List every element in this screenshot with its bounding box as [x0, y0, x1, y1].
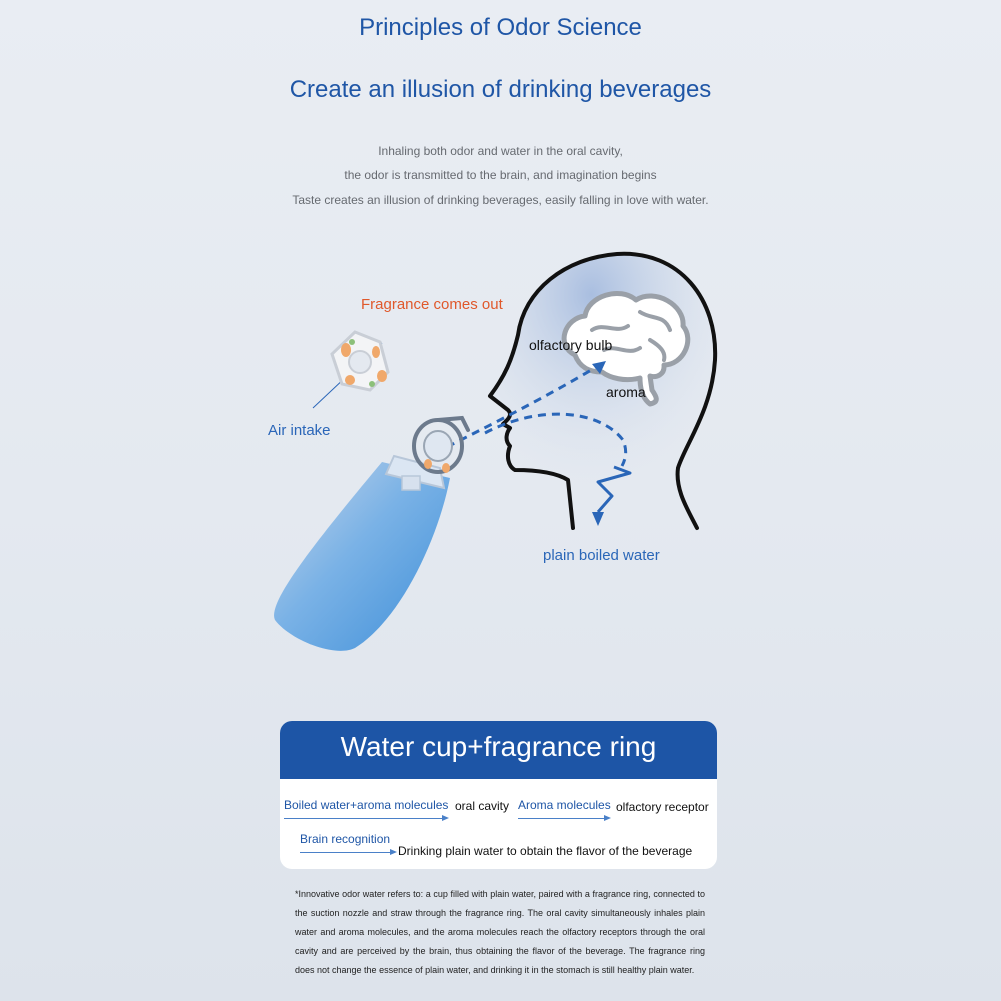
fragrance-label: Fragrance comes out: [361, 296, 503, 313]
intro-line-2: the odor is transmitted to the brain, and imagination begins: [344, 168, 657, 182]
flow-step-boiled-water: Boiled water+aroma molecules: [284, 798, 449, 812]
page-subtitle: Create an illusion of drinking beverages: [289, 76, 712, 103]
air-intake-label: Air intake: [268, 422, 331, 439]
info-card: [280, 721, 717, 869]
intro-line-3: Taste creates an illusion of drinking beverages, easily falling in love with water.: [292, 193, 709, 207]
aroma-label: aroma: [606, 384, 646, 400]
card-title: Water cup+fragrance ring: [340, 731, 657, 762]
flow-step-oral-cavity: oral cavity: [455, 799, 510, 813]
flow-step-aroma-molecules: Aroma molecules: [518, 798, 611, 812]
plain-water-label: plain boiled water: [543, 547, 660, 564]
flow-arrow-line: [300, 852, 392, 853]
flow-step-olfactory-receptor: olfactory receptor: [616, 800, 709, 814]
intro-line-1: Inhaling both odor and water in the oral cavity,: [378, 144, 623, 158]
olfactory-bulb-label: olfactory bulb: [529, 337, 613, 353]
flow-step-brain-recognition: Brain recognition: [300, 832, 391, 846]
flow-step-result: Drinking plain water to obtain the flavor of the beverage: [398, 844, 693, 858]
flow-arrow-line: [284, 818, 444, 819]
fragrance-ring-icon: [332, 332, 388, 390]
footnote: *Innovative odor water refers to: a cup filled with plain water, paired with a fragrance ring, connected to the suction nozzle and straw through the fragrance ring. The oral cavity simultaneously inhales plain water and aroma molecules, and the aroma molecules reach the olfactory receptors through the oral cavity and are perceived by the brain, thus obtaining the flavor of the beverage. The fragrance ring does not change the essence of plain water, and drinking it in the stomach is still healthy plain water.: [295, 889, 705, 975]
flow-arrow-icon: [604, 815, 611, 821]
water-bottle-icon: [274, 418, 468, 651]
flow-arrow-line: [518, 818, 606, 819]
page-title: Principles of Odor Science: [359, 14, 642, 41]
card-header: [280, 721, 717, 779]
flow-arrow-icon: [442, 815, 449, 821]
flow-arrow-icon: [390, 849, 397, 855]
